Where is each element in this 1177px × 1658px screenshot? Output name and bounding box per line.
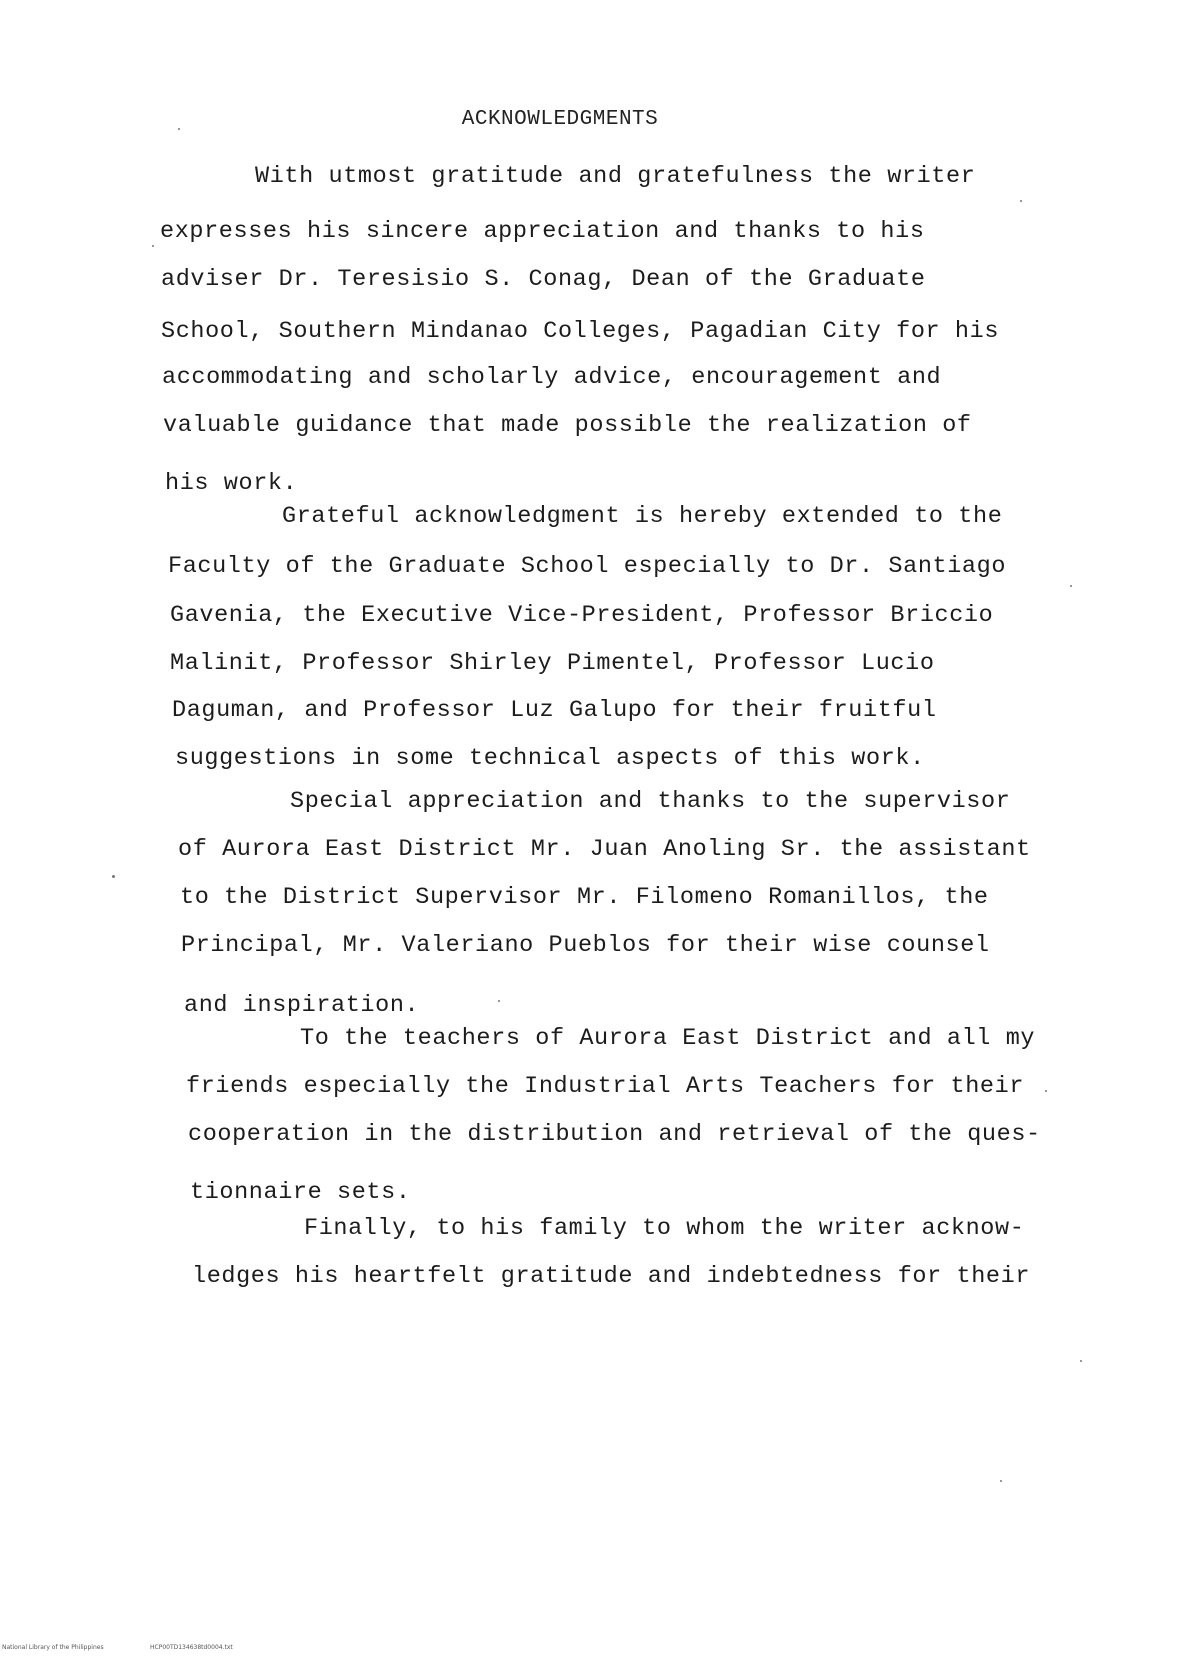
text-line: Malinit, Professor Shirley Pimentel, Professor Lucio	[170, 650, 935, 677]
text-line: School, Southern Mindanao Colleges, Pagadian City for his	[161, 318, 1000, 345]
text-line: his work.	[165, 470, 298, 497]
scan-speck	[178, 128, 180, 130]
page-heading: ACKNOWLEDGMENTS	[461, 108, 659, 131]
scan-speck	[1070, 585, 1072, 587]
text-line: Principal, Mr. Valeriano Pueblos for their wise counsel	[181, 932, 990, 959]
scan-speck	[112, 875, 115, 878]
text-line: valuable guidance that made possible the realization of	[163, 412, 972, 439]
text-line: expresses his sincere appreciation and thanks to his	[160, 218, 925, 245]
text-line: Grateful acknowledgment is hereby extended to the	[282, 503, 1003, 530]
text-line: and inspiration.	[184, 992, 420, 1019]
footer-library: National Library of the Philippines	[2, 1644, 104, 1651]
text-line: tionnaire sets.	[190, 1179, 411, 1206]
scan-speck	[498, 1000, 500, 1002]
text-line: of Aurora East District Mr. Juan Anoling Sr. the assistant	[178, 836, 1031, 863]
text-line: With utmost gratitude and gratefulness the writer	[255, 163, 976, 190]
text-line: to the District Supervisor Mr. Filomeno Romanillos, the	[180, 884, 989, 911]
text-line: suggestions in some technical aspects of this work.	[175, 745, 925, 772]
scan-speck	[152, 245, 154, 247]
text-line: Gavenia, the Executive Vice-President, Professor Briccio	[170, 602, 994, 629]
scan-speck	[1000, 1480, 1002, 1482]
scan-speck	[1020, 200, 1022, 202]
text-line: friends especially the Industrial Arts Teachers for their	[186, 1073, 1025, 1100]
footer-file-id: HCP00TD134638td0004.txt	[150, 1644, 233, 1651]
scan-speck	[1045, 1090, 1047, 1092]
scan-speck	[1080, 1360, 1082, 1362]
text-line: ledges his heartfelt gratitude and indebtedness for their	[192, 1263, 1031, 1290]
text-line: cooperation in the distribution and retrieval of the ques-	[188, 1121, 1041, 1148]
text-line: accommodating and scholarly advice, encouragement and	[162, 364, 942, 391]
text-line: adviser Dr. Teresisio S. Conag, Dean of the Graduate	[161, 266, 926, 293]
text-line: To the teachers of Aurora East District and all my	[300, 1025, 1036, 1052]
text-line: Faculty of the Graduate School especially to Dr. Santiago	[168, 553, 1007, 580]
text-line: Finally, to his family to whom the writer acknow-	[304, 1215, 1025, 1242]
text-line: Special appreciation and thanks to the supervisor	[290, 788, 1011, 815]
text-line: Daguman, and Professor Luz Galupo for their fruitful	[172, 697, 937, 724]
